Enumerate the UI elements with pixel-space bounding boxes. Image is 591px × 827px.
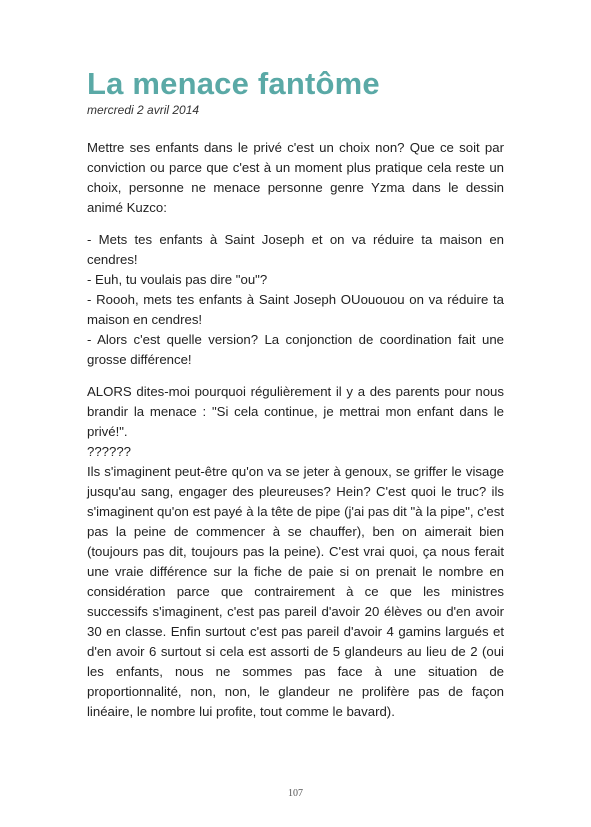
article-body [87, 138, 504, 734]
dialogue-line: - Euh, tu voulais pas dire "ou"? [87, 272, 268, 287]
main-paragraph: Ils s'imaginent peut-être qu'on va se jeter à genoux, se griffer le visage jusqu'au sang, engager des pleureuses? Hein? C'est quoi le truc? ils s'imaginent qu'on est payé à la tête de pipe (j'ai pas dit "à la pipe", c'est pas la peine de commencer à se chauffer), ben on aimerait bien (toujours pas dit, toujours pas la peine). C'est vrai quoi, ça nous ferait une vraie différence sur la fiche de paie si on prenait le nombre en considération parce que contrairement à ce que les ministres successifs s'imaginent, c'est pas pareil d'avoir 20 élèves ou d'en avoir 30 en classe. Enfin surtout c'est pas pareil d'avoir 4 gamins largués et d'en avoir 6 surtout si cela est assorti de 5 glandeurs au lieu de 2 (oui les enfants, nous ne sommes pas face à une situation de proportionnalité, non, non, le glandeur ne prolifère pas de façon linéaire, le nombre lui profite, tout comme le bavard). [87, 464, 504, 719]
article-date: mercredi 2 avril 2014 [87, 103, 200, 117]
dialogue-line: - Roooh, mets tes enfants à Saint Joseph OUououou on va réduire ta maison en cendres! [87, 292, 504, 327]
question-marks: ?????? [87, 444, 132, 459]
article-title: La menace fantôme [87, 66, 380, 101]
dialogue-line: - Alors c'est quelle version? La conjonction de coordination fait une grosse différence! [87, 332, 504, 367]
question-paragraph: ALORS dites-moi pourquoi régulièrement il y a des parents pour nous brandir la menace : "Si cela continue, je mettrai mon enfant dans le privé!". [87, 384, 504, 439]
intro-paragraph: Mettre ses enfants dans le privé c'est un choix non? Que ce soit par conviction ou parce que c'est à un moment plus pratique cela reste un choix, personne ne menace personne genre Yzma dans le dessin animé Kuzco: [87, 140, 504, 215]
dialogue-block [87, 230, 504, 370]
page-number: 107 [288, 788, 303, 799]
dialogue-line: - Mets tes enfants à Saint Joseph et on va réduire ta maison en cendres! [87, 232, 504, 267]
